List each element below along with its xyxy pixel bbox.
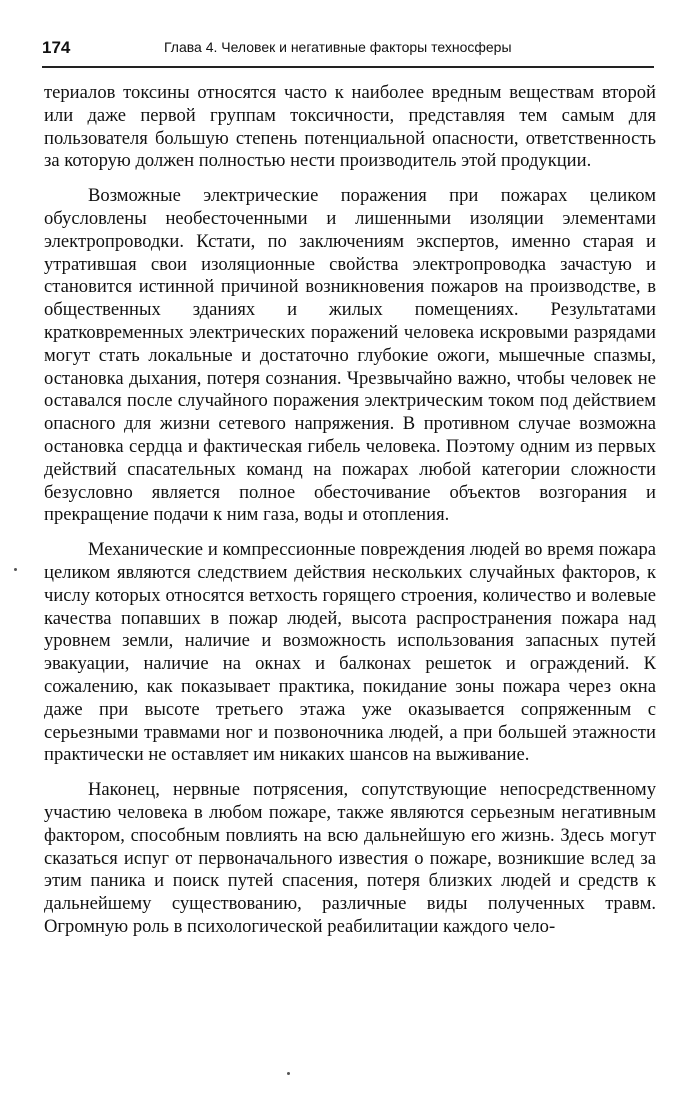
- paragraph-mechanical-injuries: Механические и компрессионные повреждения людей во время пожара целиком являются следствием действия нескольких случайных факторов, к числу которых относятся ветхость горящего строения, количество и волевые качества попавших в пожар людей, высота распространения пожара над уровнем земли, наличие и возможность использования запасных путей эвакуации, наличие на окнах и балконах решеток и ограждений. К сожалению, как показывает практика, покидание зоны пожара через окна даже при высоте третьего этажа уже оказывается сопряженным с серьезными травмами ног и позвоночника людей, а при большей этажности практически не оставляет им никаких шансов на выживание.: [44, 539, 656, 766]
- margin-mark: [14, 568, 17, 571]
- page-header: [42, 36, 654, 68]
- footer-dot: [287, 1072, 290, 1075]
- paragraph-continuation: териалов токсины относятся часто к наиболее вредным веществам второй или даже первой группам токсичности, представляя тем самым для пользователя большую степень потенциальной опасности, ответственность за которую должен полностью нести производитель этой продукции.: [44, 82, 656, 172]
- page-number: 174: [42, 38, 71, 57]
- paragraph-electrical-injuries: Возможные электрические поражения при пожарах целиком обусловлены необесточенными и лишенными изоляции элементами электропроводки. Кстати, по заключениям экспертов, именно старая и утратившая свои изоляционные свойства электропроводка зачастую и становится истинной причиной возникновения пожаров на производстве, в общественных зданиях и жилых помещениях. Результатами кратковременных электрических поражений человека искровыми разрядами могут стать локальные и достаточно глубокие ожоги, мышечные спазмы, остановка дыхания, потеря сознания. Чрезвычайно важно, чтобы человек не оставался после случайного поражения электрическим током под действием опасного для жизни сетевого напряжения. В противном случае возможна остановка сердца и фактическая гибель человека. Поэтому одним из первых действий спасательных команд на пожарах любой категории сложности безусловно является полное обесточивание объектов возгорания и прекращение подачи к ним газа, воды и отопления.: [44, 185, 656, 526]
- running-head: Глава 4. Человек и негативные факторы техносферы: [164, 39, 512, 55]
- body-text: [44, 82, 656, 951]
- paragraph-nervous-shock: Наконец, нервные потрясения, сопутствующие непосредственному участию человека в любом пожаре, также являются серьезным негативным фактором, способным повлиять на всю дальнейшую его жизнь. Здесь могут сказаться испуг от первоначального известия о пожаре, возникшие вслед за этим паника и поиск путей спасения, потеря близких людей и средств к дальнейшему существованию, различные виды полученных травм. Огромную роль в психологической реабилитации каждого чело-: [44, 779, 656, 937]
